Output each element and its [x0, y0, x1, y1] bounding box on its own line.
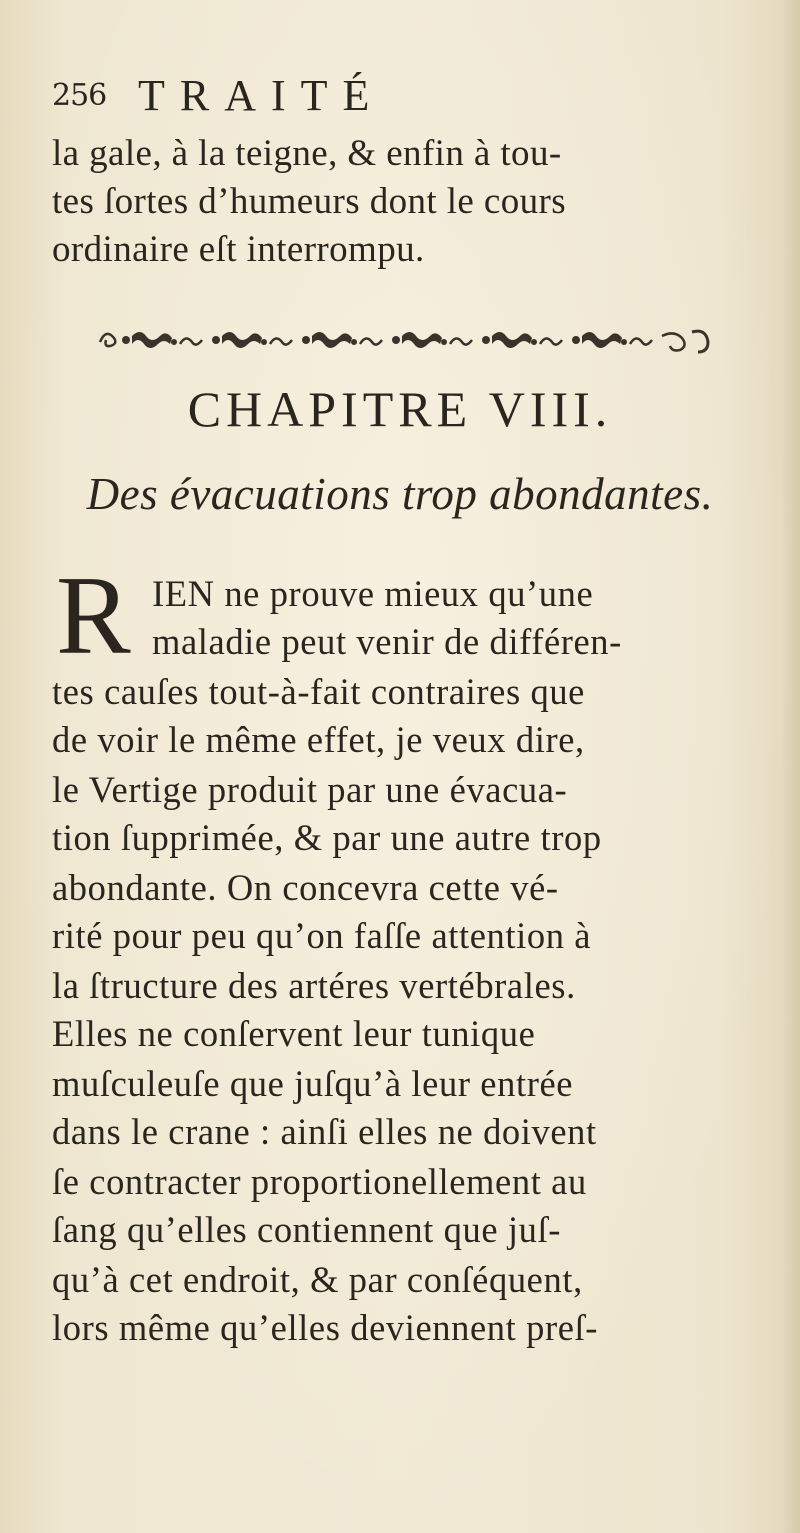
body-line: la ſtructure des artéres vertébrales.	[52, 965, 576, 1006]
running-head	[52, 70, 612, 130]
body-line: muſculeuſe que juſqu’à leur entrée	[52, 1063, 574, 1104]
body-line: tion ſupprimée, & par une autre trop	[52, 817, 602, 858]
body-line: abondante. On concevra cette vé-	[52, 867, 559, 908]
body-line: rité pour peu qu’on faſſe attention à	[52, 915, 592, 956]
body-line: le Vertige produit par une évacua-	[52, 769, 568, 810]
body-line: tes cauſes tout-à-fait contraires que	[52, 671, 585, 712]
opening-line: tes ſortes d’humeurs dont le cours	[52, 181, 567, 222]
body-line: qu’à cet endroit, & par conſéquent,	[52, 1259, 583, 1300]
body-line: maladie peut venir de différen-	[152, 621, 622, 662]
body-line: ſang qu’elles contiennent que juſ-	[52, 1209, 561, 1250]
body-line: lors même qu’elles deviennent preſ-	[52, 1307, 599, 1348]
chapter-subtitle: Des évacuations trop abondantes.	[86, 469, 714, 519]
body-line: dans le crane : ainſi elles ne doivent	[52, 1111, 597, 1152]
body-line: IEN ne prouve mieux qu’une	[152, 573, 594, 614]
running-title: TRAITÉ	[138, 71, 385, 120]
printers-ornament-icon	[96, 322, 716, 356]
page-number: 256	[52, 78, 107, 113]
page-edge-shadow	[782, 0, 800, 1533]
opening-line: ordinaire eſt interrompu.	[52, 229, 425, 270]
opening-line: la gale, à la teigne, & enfin à tou-	[52, 133, 562, 174]
body-line: Elles ne conſervent leur tunique	[52, 1013, 536, 1054]
body-line: ſe contracter proportionellement au	[52, 1161, 587, 1202]
chapter-heading: CHAPITRE VIII.	[187, 381, 613, 437]
drop-cap: R	[56, 554, 131, 678]
body-line: de voir le même effet, je veux dire,	[52, 719, 585, 760]
